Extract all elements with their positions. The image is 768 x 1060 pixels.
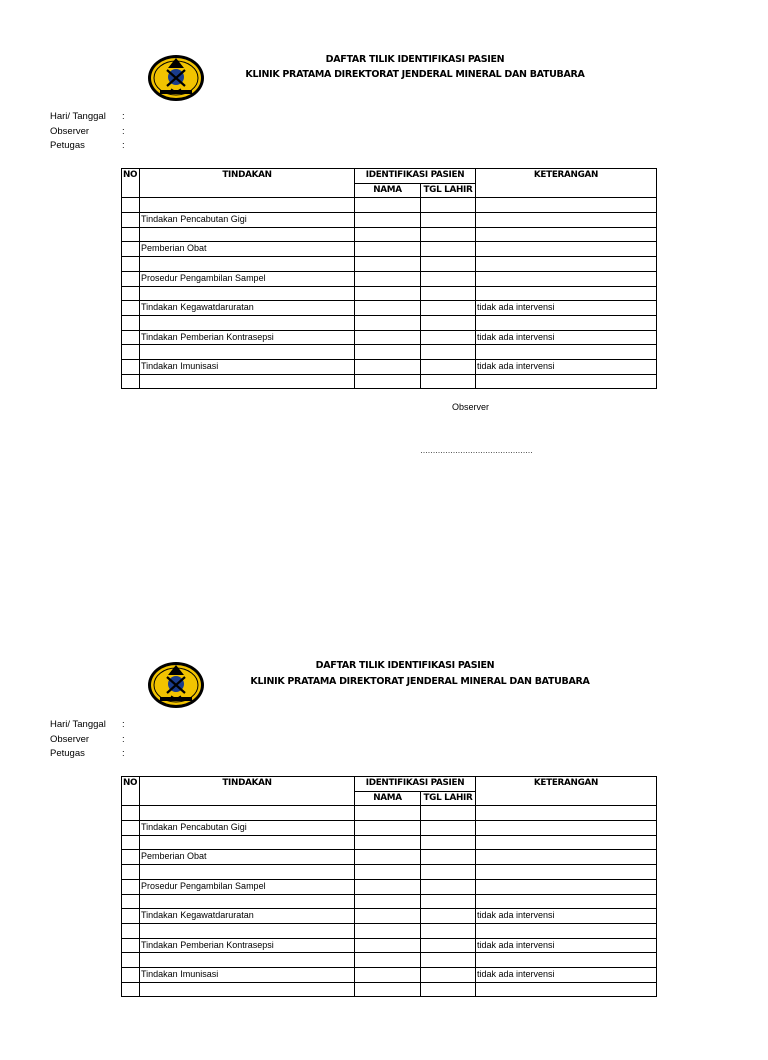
cell-tindakan: Tindakan Pemberian Kontrasepsi <box>140 938 355 953</box>
field-label: Hari/ Tanggal <box>50 111 106 122</box>
table-row <box>122 227 657 242</box>
form-subtitle: KLINIK PRATAMA DIREKTORAT JENDERAL MINERAL DAN BATUBARA <box>245 69 585 80</box>
table-row <box>122 359 657 374</box>
header-no: NO <box>122 777 140 806</box>
cell-tindakan <box>140 923 355 938</box>
header-tgl-lahir: TGL LAHIR <box>421 791 476 806</box>
cell-no[interactable] <box>122 330 140 345</box>
cell-no[interactable] <box>122 894 140 909</box>
cell-tgl-lahir[interactable] <box>421 865 476 880</box>
table-row <box>122 953 657 968</box>
cell-tgl-lahir[interactable] <box>421 909 476 924</box>
cell-keterangan[interactable]: tidak ada intervensi <box>476 967 657 982</box>
header-nama: NAMA <box>355 791 421 806</box>
cell-nama[interactable] <box>355 850 421 865</box>
cell-no[interactable] <box>122 227 140 242</box>
cell-nama[interactable] <box>355 286 421 301</box>
form-title: DAFTAR TILIK IDENTIFIKASI PASIEN <box>325 54 505 65</box>
cell-tindakan: Tindakan Pencabutan Gigi <box>140 821 355 836</box>
cell-no[interactable] <box>122 257 140 272</box>
cell-keterangan[interactable] <box>476 227 657 242</box>
cell-nama[interactable] <box>355 301 421 316</box>
cell-nama[interactable] <box>355 330 421 345</box>
field-label: Observer <box>50 734 90 745</box>
cell-keterangan[interactable] <box>476 835 657 850</box>
cell-nama[interactable] <box>355 257 421 272</box>
cell-keterangan[interactable]: tidak ada intervensi <box>476 301 657 316</box>
observer-signature-label: Observer <box>452 402 490 412</box>
cell-nama[interactable] <box>355 865 421 880</box>
cell-tindakan <box>140 894 355 909</box>
field-colon: : <box>122 734 125 745</box>
cell-nama[interactable] <box>355 359 421 374</box>
table-row <box>122 865 657 880</box>
cell-keterangan[interactable] <box>476 879 657 894</box>
field-petugas <box>50 748 125 759</box>
cell-tindakan: Tindakan Imunisasi <box>140 967 355 982</box>
cell-no[interactable] <box>122 198 140 213</box>
checklist-form-2 <box>0 660 768 1060</box>
checklist-table <box>121 168 657 389</box>
header-keterangan: KETERANGAN <box>476 169 657 198</box>
cell-tindakan: Pemberian Obat <box>140 850 355 865</box>
table-row <box>122 821 657 836</box>
cell-tgl-lahir[interactable] <box>421 301 476 316</box>
cell-no[interactable] <box>122 835 140 850</box>
cell-no[interactable] <box>122 271 140 286</box>
field-label: Hari/ Tanggal <box>50 719 106 730</box>
table-row <box>122 213 657 228</box>
cell-no[interactable] <box>122 345 140 360</box>
cell-tindakan: Tindakan Kegawatdaruratan <box>140 909 355 924</box>
cell-tindakan <box>140 374 355 389</box>
table-row <box>122 330 657 345</box>
field-colon: : <box>122 719 125 730</box>
cell-tindakan <box>140 315 355 330</box>
cell-tgl-lahir[interactable] <box>421 359 476 374</box>
cell-no[interactable] <box>122 967 140 982</box>
cell-no[interactable] <box>122 982 140 997</box>
cell-tgl-lahir[interactable] <box>421 198 476 213</box>
cell-keterangan[interactable] <box>476 213 657 228</box>
table-row <box>122 345 657 360</box>
field-label: Petugas <box>50 140 85 151</box>
table-row <box>122 242 657 257</box>
cell-nama[interactable] <box>355 938 421 953</box>
cell-nama[interactable] <box>355 806 421 821</box>
cell-tindakan <box>140 198 355 213</box>
form-subtitle: KLINIK PRATAMA DIREKTORAT JENDERAL MINERAL DAN BATUBARA <box>250 676 590 687</box>
cell-nama[interactable] <box>355 982 421 997</box>
signature-line[interactable]: ……………………………………… <box>420 446 533 455</box>
cell-keterangan[interactable] <box>476 286 657 301</box>
cell-tindakan: Tindakan Pencabutan Gigi <box>140 213 355 228</box>
field-label: Petugas <box>50 748 85 759</box>
cell-nama[interactable] <box>355 923 421 938</box>
esdm-emblem-icon <box>147 659 205 709</box>
cell-no[interactable] <box>122 315 140 330</box>
header-nama: NAMA <box>355 183 421 198</box>
form-title: DAFTAR TILIK IDENTIFIKASI PASIEN <box>315 660 495 671</box>
cell-tindakan <box>140 865 355 880</box>
cell-keterangan[interactable] <box>476 865 657 880</box>
cell-tgl-lahir[interactable] <box>421 894 476 909</box>
cell-nama[interactable] <box>355 953 421 968</box>
table-row <box>122 982 657 997</box>
cell-tgl-lahir[interactable] <box>421 330 476 345</box>
table-row <box>122 257 657 272</box>
cell-nama[interactable] <box>355 213 421 228</box>
table-row <box>122 909 657 924</box>
cell-no[interactable] <box>122 806 140 821</box>
cell-tgl-lahir[interactable] <box>421 271 476 286</box>
cell-nama[interactable] <box>355 242 421 257</box>
cell-tgl-lahir[interactable] <box>421 821 476 836</box>
header-tindakan: TINDAKAN <box>140 169 355 198</box>
header-tgl-lahir: TGL LAHIR <box>421 183 476 198</box>
cell-keterangan[interactable]: tidak ada intervensi <box>476 359 657 374</box>
cell-tgl-lahir[interactable] <box>421 923 476 938</box>
cell-no[interactable] <box>122 850 140 865</box>
cell-keterangan[interactable] <box>476 850 657 865</box>
cell-keterangan[interactable] <box>476 894 657 909</box>
cell-no[interactable] <box>122 286 140 301</box>
esdm-emblem-icon <box>147 52 205 102</box>
cell-tgl-lahir[interactable] <box>421 286 476 301</box>
field-observer <box>50 126 125 137</box>
cell-tgl-lahir[interactable] <box>421 953 476 968</box>
table-row <box>122 374 657 389</box>
cell-nama[interactable] <box>355 227 421 242</box>
cell-nama[interactable] <box>355 271 421 286</box>
cell-tindakan: Tindakan Imunisasi <box>140 359 355 374</box>
cell-tgl-lahir[interactable] <box>421 806 476 821</box>
field-hari-tanggal <box>50 719 125 730</box>
table-row <box>122 923 657 938</box>
cell-keterangan[interactable] <box>476 821 657 836</box>
checklist-form-1 <box>0 52 768 455</box>
cell-keterangan[interactable] <box>476 257 657 272</box>
field-label: Observer <box>50 126 90 137</box>
cell-tindakan <box>140 227 355 242</box>
header-identifikasi: IDENTIFIKASI PASIEN <box>355 169 476 184</box>
cell-tgl-lahir[interactable] <box>421 982 476 997</box>
cell-nama[interactable] <box>355 315 421 330</box>
cell-no[interactable] <box>122 909 140 924</box>
cell-nama[interactable] <box>355 821 421 836</box>
cell-no[interactable] <box>122 242 140 257</box>
cell-tindakan: Pemberian Obat <box>140 242 355 257</box>
field-hari-tanggal <box>50 111 125 122</box>
cell-tindakan: Prosedur Pengambilan Sampel <box>140 271 355 286</box>
cell-no[interactable] <box>122 923 140 938</box>
field-petugas <box>50 140 125 151</box>
table-row <box>122 938 657 953</box>
cell-tindakan <box>140 835 355 850</box>
table-header-row <box>122 169 657 184</box>
cell-keterangan[interactable] <box>476 982 657 997</box>
cell-keterangan[interactable] <box>476 923 657 938</box>
cell-no[interactable] <box>122 953 140 968</box>
cell-tgl-lahir[interactable] <box>421 242 476 257</box>
cell-tgl-lahir[interactable] <box>421 967 476 982</box>
cell-tgl-lahir[interactable] <box>421 213 476 228</box>
cell-nama[interactable] <box>355 345 421 360</box>
cell-keterangan[interactable] <box>476 242 657 257</box>
cell-nama[interactable] <box>355 894 421 909</box>
cell-no[interactable] <box>122 301 140 316</box>
cell-keterangan[interactable] <box>476 806 657 821</box>
cell-tindakan: Tindakan Pemberian Kontrasepsi <box>140 330 355 345</box>
cell-tgl-lahir[interactable] <box>421 374 476 389</box>
cell-keterangan[interactable] <box>476 271 657 286</box>
table-row <box>122 301 657 316</box>
cell-tgl-lahir[interactable] <box>421 345 476 360</box>
cell-tindakan <box>140 345 355 360</box>
cell-no[interactable] <box>122 879 140 894</box>
cell-tgl-lahir[interactable] <box>421 315 476 330</box>
table-row <box>122 271 657 286</box>
header-tindakan: TINDAKAN <box>140 777 355 806</box>
table-row <box>122 315 657 330</box>
cell-nama[interactable] <box>355 909 421 924</box>
cell-no[interactable] <box>122 821 140 836</box>
table-row <box>122 198 657 213</box>
field-colon: : <box>122 126 125 137</box>
table-row <box>122 286 657 301</box>
cell-tgl-lahir[interactable] <box>421 938 476 953</box>
cell-nama[interactable] <box>355 374 421 389</box>
field-observer <box>50 734 125 745</box>
cell-keterangan[interactable] <box>476 953 657 968</box>
cell-tindakan <box>140 953 355 968</box>
cell-nama[interactable] <box>355 879 421 894</box>
cell-tindakan <box>140 286 355 301</box>
cell-tindakan: Prosedur Pengambilan Sampel <box>140 879 355 894</box>
cell-nama[interactable] <box>355 835 421 850</box>
cell-no[interactable] <box>122 213 140 228</box>
cell-no[interactable] <box>122 359 140 374</box>
cell-keterangan[interactable]: tidak ada intervensi <box>476 330 657 345</box>
table-row <box>122 894 657 909</box>
cell-tgl-lahir[interactable] <box>421 227 476 242</box>
field-colon: : <box>122 111 125 122</box>
cell-nama[interactable] <box>355 967 421 982</box>
cell-tindakan <box>140 806 355 821</box>
cell-no[interactable] <box>122 938 140 953</box>
checklist-table <box>121 776 657 997</box>
table-row <box>122 967 657 982</box>
field-colon: : <box>122 748 125 759</box>
table-row <box>122 835 657 850</box>
cell-tgl-lahir[interactable] <box>421 257 476 272</box>
cell-keterangan[interactable] <box>476 198 657 213</box>
cell-tgl-lahir[interactable] <box>421 835 476 850</box>
table-row <box>122 850 657 865</box>
header-no: NO <box>122 169 140 198</box>
table-row <box>122 879 657 894</box>
cell-keterangan[interactable] <box>476 345 657 360</box>
cell-no[interactable] <box>122 865 140 880</box>
field-colon: : <box>122 140 125 151</box>
cell-tgl-lahir[interactable] <box>421 879 476 894</box>
cell-keterangan[interactable]: tidak ada intervensi <box>476 938 657 953</box>
cell-keterangan[interactable] <box>476 315 657 330</box>
cell-nama[interactable] <box>355 198 421 213</box>
cell-keterangan[interactable]: tidak ada intervensi <box>476 909 657 924</box>
cell-tindakan <box>140 257 355 272</box>
cell-tindakan: Tindakan Kegawatdaruratan <box>140 301 355 316</box>
cell-tindakan <box>140 982 355 997</box>
cell-tgl-lahir[interactable] <box>421 850 476 865</box>
header-identifikasi: IDENTIFIKASI PASIEN <box>355 777 476 792</box>
header-keterangan: KETERANGAN <box>476 777 657 806</box>
table-row <box>122 806 657 821</box>
table-header-row <box>122 777 657 792</box>
cell-keterangan[interactable] <box>476 374 657 389</box>
cell-no[interactable] <box>122 374 140 389</box>
